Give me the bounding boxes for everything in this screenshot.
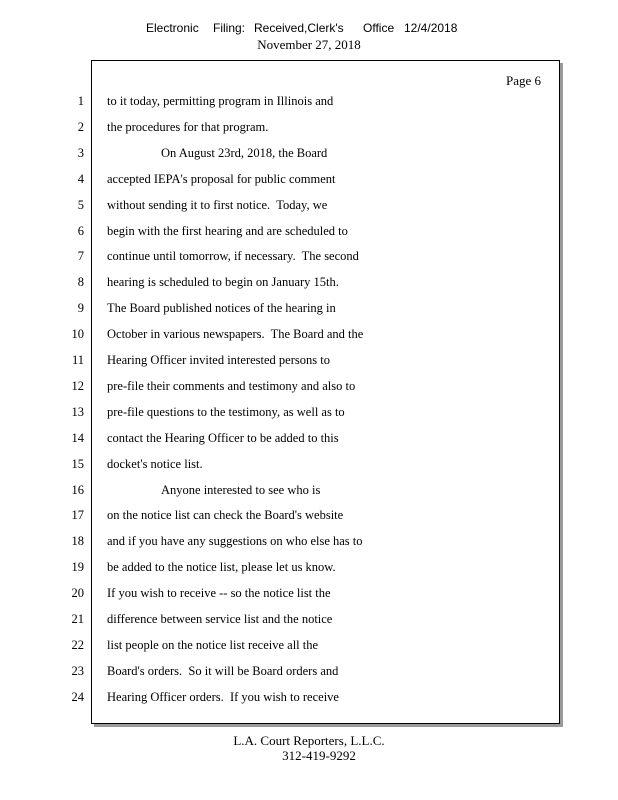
transcript-line — [0, 405, 618, 431]
transcript-line — [0, 301, 618, 327]
transcript-line — [0, 275, 618, 301]
line-text: without sending it to first notice. Today, we — [107, 197, 328, 212]
line-number: 18 — [71, 534, 84, 549]
line-number: 19 — [71, 560, 84, 575]
line-number: 6 — [77, 223, 84, 238]
stamp-electronic: Electronic — [146, 21, 199, 35]
transcript-line — [0, 146, 618, 172]
line-number: 16 — [71, 482, 84, 497]
transcript-line — [0, 483, 618, 509]
line-text: pre-file questions to the testimony, as well as to — [107, 404, 345, 419]
line-text: Hearing Officer invited interested persons to — [107, 353, 330, 367]
line-number: 14 — [71, 430, 84, 445]
stamp-date: 12/4/2018 — [404, 21, 458, 35]
footer-phone: 312-419-9292 — [282, 748, 356, 763]
line-text: October in various newspapers. The Board and the — [107, 327, 364, 342]
line-text: Board's orders. So it will be Board orders and — [107, 663, 339, 678]
line-number: 8 — [77, 275, 84, 290]
line-text: docket's notice list. — [107, 456, 203, 471]
line-number: 12 — [71, 378, 84, 393]
line-number: 7 — [77, 249, 84, 264]
stamp-received-clerks: Received,Clerk's — [254, 21, 344, 35]
line-number: 22 — [71, 637, 84, 652]
line-text: to it today, permitting program in Illinois and — [107, 94, 334, 108]
line-text: the procedures for that program. — [107, 119, 269, 134]
line-text: accepted IEPA's proposal for public comment — [107, 171, 336, 186]
footer-company: L.A. Court Reporters, L.L.C. — [233, 733, 385, 748]
transcript-line — [0, 534, 618, 560]
transcript-line — [0, 327, 618, 353]
line-text: The Board published notices of the hearing in — [107, 301, 336, 316]
transcript-line — [0, 560, 618, 586]
line-number: 1 — [77, 94, 84, 108]
line-number: 9 — [77, 301, 84, 316]
line-text: If you wish to receive -- so the notice list the — [107, 586, 331, 601]
line-text: difference between service list and the notice — [107, 612, 333, 626]
line-number: 3 — [77, 145, 84, 160]
line-number: 20 — [71, 586, 84, 601]
line-text: begin with the first hearing and are scheduled to — [107, 223, 348, 238]
page-number: Page 6 — [505, 73, 541, 88]
line-text: list people on the notice list receive all the — [107, 637, 319, 652]
transcript-line — [0, 198, 618, 224]
transcript-line — [0, 94, 618, 120]
transcript-line — [0, 457, 618, 483]
line-number: 4 — [77, 171, 84, 186]
line-text: continue until tomorrow, if necessary. The second — [107, 249, 359, 264]
line-number: 21 — [71, 612, 84, 626]
line-number: 24 — [71, 689, 84, 704]
filed-date: November 27, 2018 — [257, 37, 361, 52]
line-number: 10 — [71, 327, 84, 342]
line-number: 2 — [77, 119, 84, 134]
transcript-line — [0, 379, 618, 405]
line-number: 17 — [71, 508, 84, 523]
transcript-line — [0, 586, 618, 612]
line-text: and if you have any suggestions on who else has to — [107, 534, 363, 549]
line-text: on the notice list can check the Board's website — [107, 508, 344, 523]
line-text: hearing is scheduled to begin on January 15th. — [107, 275, 339, 290]
stamp-office: Office — [363, 21, 395, 35]
transcript-line — [0, 172, 618, 198]
transcript-line — [0, 431, 618, 457]
transcript-line — [0, 120, 618, 146]
transcript-line — [0, 353, 618, 379]
line-text: contact the Hearing Officer to be added to this — [107, 430, 339, 445]
line-number: 23 — [71, 663, 84, 678]
line-number: 11 — [71, 353, 84, 367]
line-text: Anyone interested to see who is — [161, 482, 321, 497]
line-text: pre-file their comments and testimony and also to — [107, 378, 356, 393]
line-number: 13 — [71, 404, 84, 419]
line-text: On August 23rd, 2018, the Board — [161, 145, 328, 160]
transcript-line — [0, 508, 618, 534]
stamp-filing: Filing: — [213, 21, 246, 35]
line-text: be added to the notice list, please let us know. — [107, 560, 336, 575]
transcript-line — [0, 690, 618, 716]
line-number: 15 — [71, 456, 84, 471]
line-number: 5 — [77, 197, 84, 212]
transcript-line — [0, 249, 618, 275]
transcript-line — [0, 638, 618, 664]
line-text: Hearing Officer orders. If you wish to receive — [107, 689, 339, 704]
transcript-line — [0, 664, 618, 690]
transcript-line — [0, 612, 618, 638]
transcript-line — [0, 224, 618, 250]
